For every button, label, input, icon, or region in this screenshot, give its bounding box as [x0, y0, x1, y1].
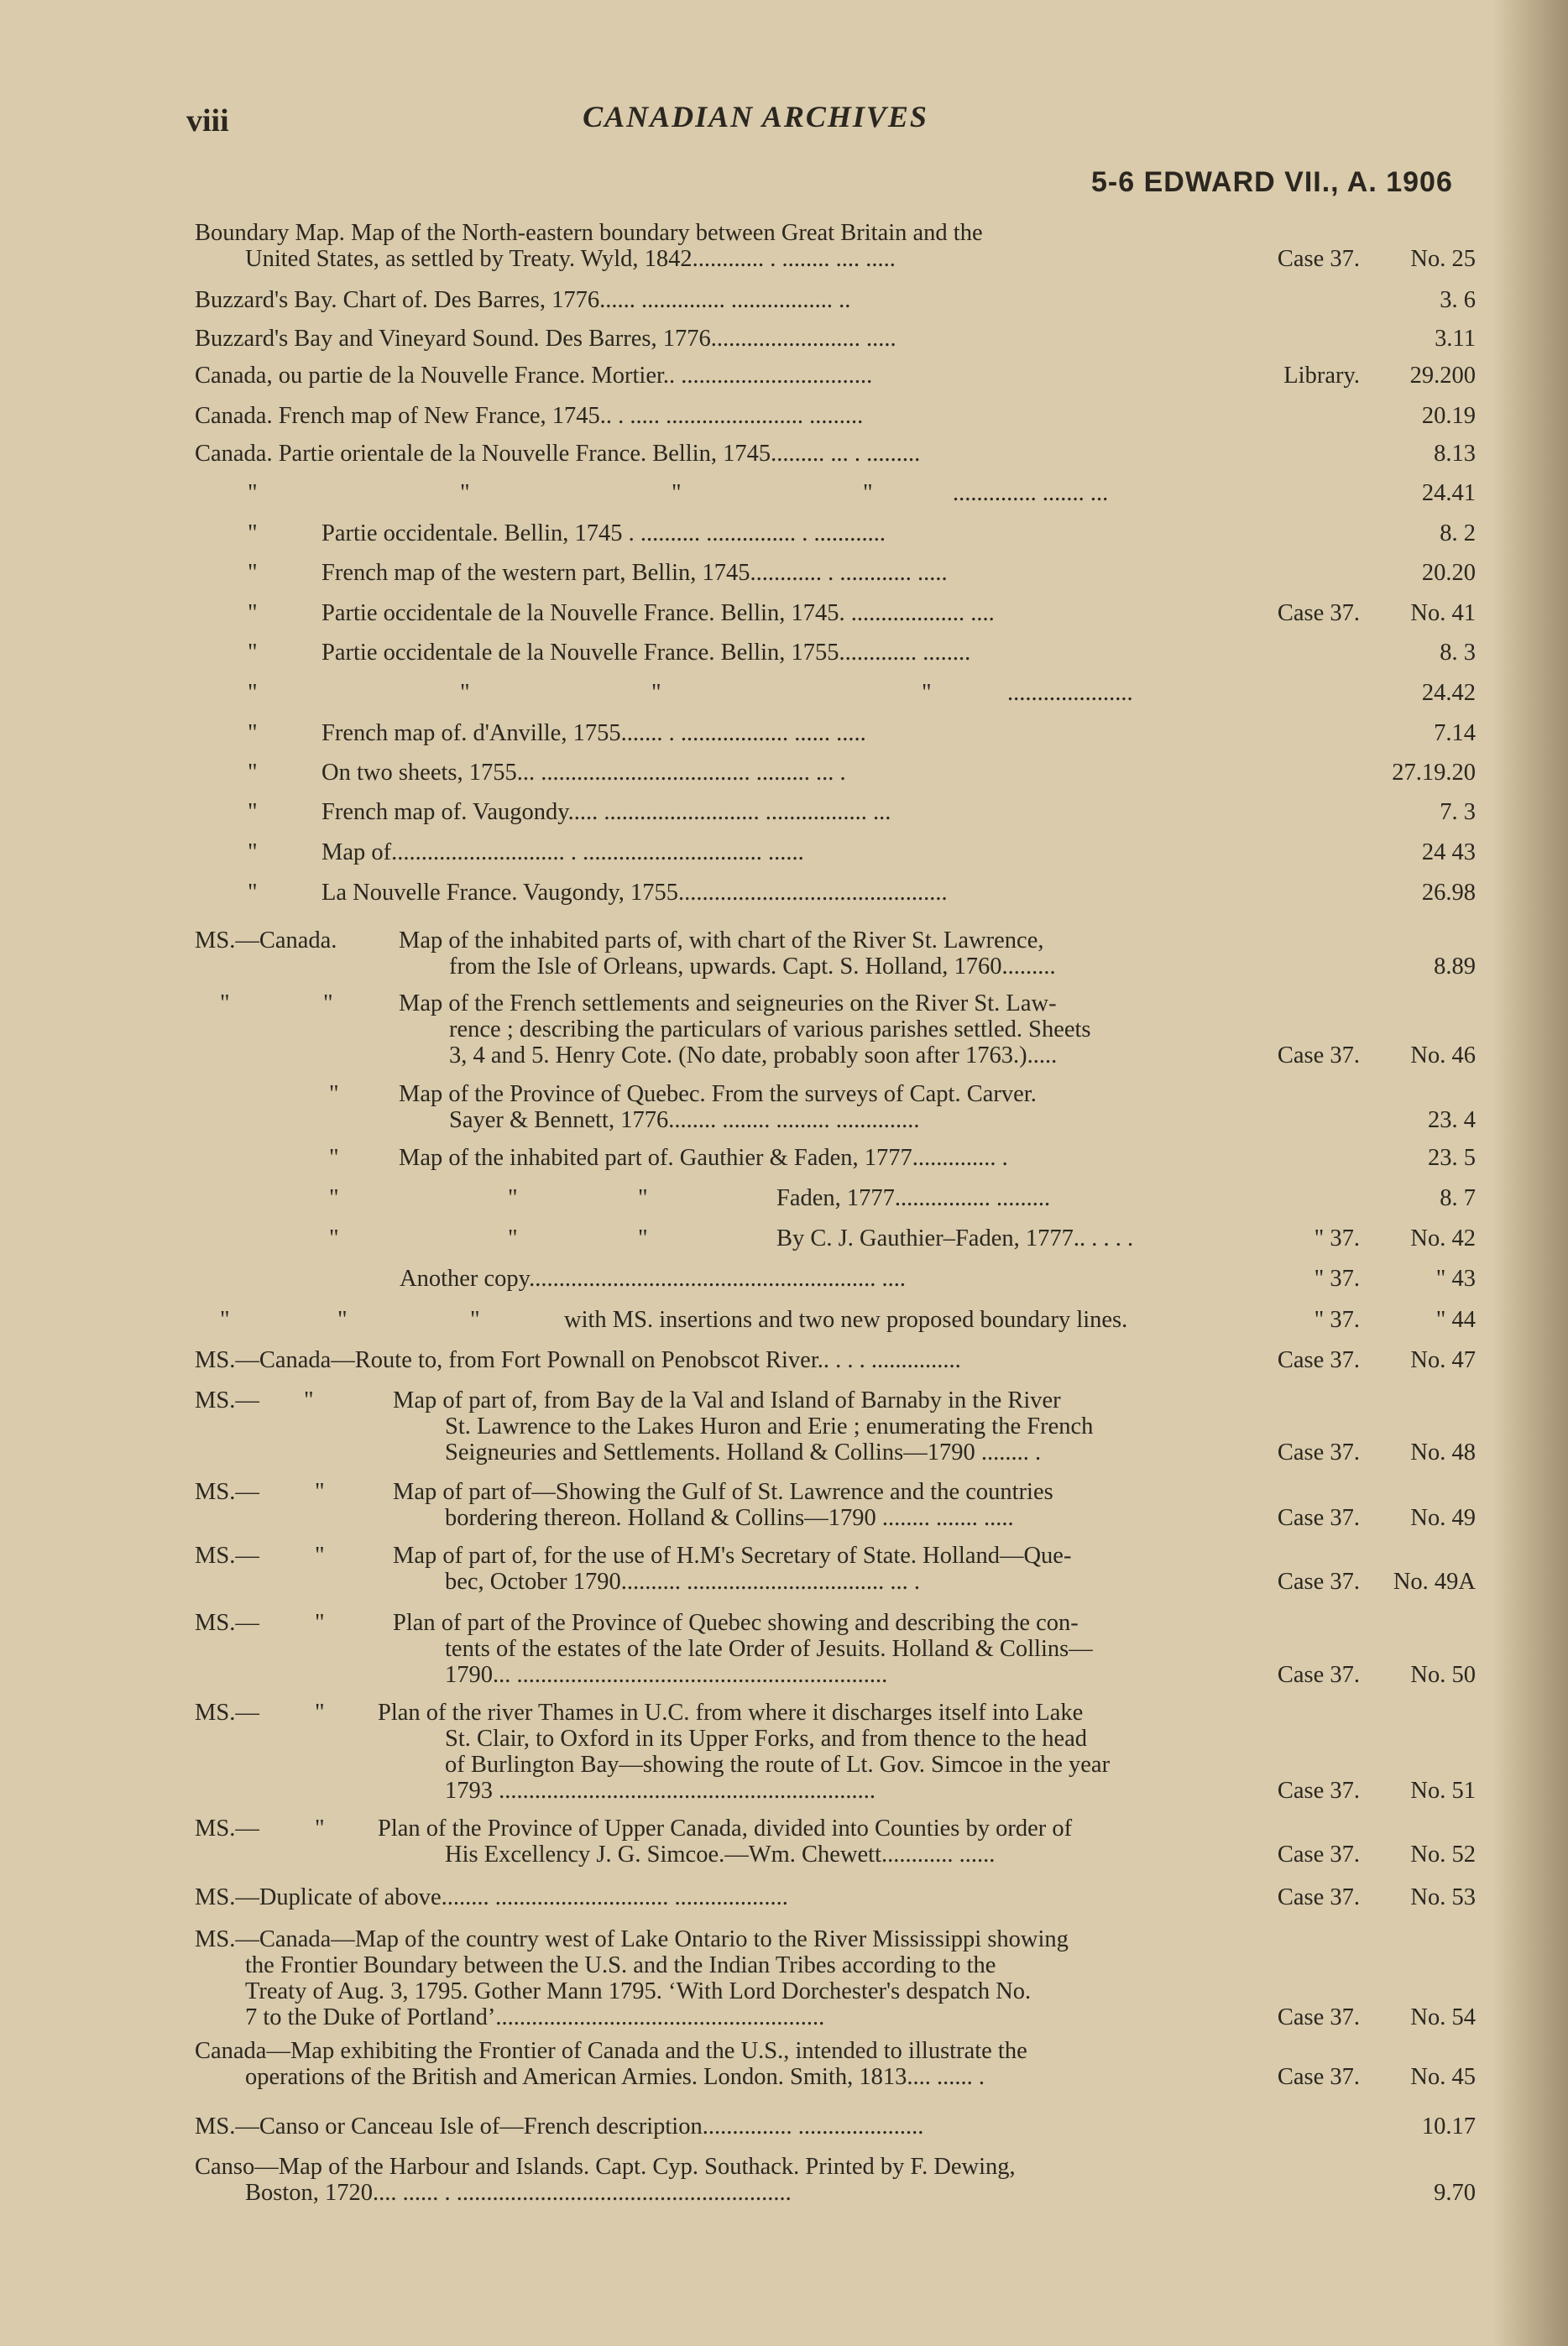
reference-number: 8. 3 [1440, 640, 1476, 666]
reference-number: No. 51 [1410, 1778, 1476, 1804]
entry-text-line: Plan of the river Thames in U.C. from where it discharges itself into Lake [378, 1700, 1084, 1726]
entry-label: " [248, 600, 258, 626]
entry-text-line: Map of part of, for the use of H.M's Secretary of State. Holland—Que- [393, 1543, 1072, 1569]
reference-number: 23. 5 [1428, 1145, 1476, 1171]
reference-number: 23. 4 [1428, 1107, 1476, 1133]
entry-label: " [651, 680, 661, 706]
entry-text-line: Sayer & Bennett, 1776........ ........ ......... .............. [449, 1107, 920, 1133]
entry-label: " [460, 480, 470, 506]
reference-number: 20.19 [1421, 403, 1476, 429]
entry-text-line: of Burlington Bay—showing the route of Lt. Gov. Simcoe in the year [445, 1752, 1111, 1778]
entry-label: MS.— [195, 1610, 259, 1636]
entry-label: MS.— [195, 1543, 259, 1569]
entry-text-line: By C. J. Gauthier–Faden, 1777.. . . . . [776, 1225, 1134, 1251]
entry-label: " [248, 760, 258, 786]
entry-text-line: tents of the estates of the late Order of Jesuits. Holland & Collins— [445, 1636, 1093, 1662]
entry-label: MS.— [195, 1816, 259, 1842]
entry-label: " [304, 1387, 314, 1413]
entry-label: " [248, 880, 258, 906]
entry-text-line: the Frontier Boundary between the U.S. and the Indian Tribes according to the [245, 1952, 996, 1978]
entry-label: " [329, 1081, 339, 1107]
reference-number: No. 53 [1410, 1884, 1476, 1910]
entry-label: " [315, 1700, 325, 1726]
reference-number: No. 50 [1410, 1662, 1476, 1688]
entry-text-line: 1790... .............................................................. [445, 1662, 888, 1688]
entry-text-line: Canada, ou partie de la Nouvelle France. Mortier.. ................................ [195, 363, 873, 389]
entry-text-line: bordering thereon. Holland & Collins—1790 ........ ....... ..... [445, 1505, 1014, 1531]
reference-number: 27.19.20 [1392, 760, 1476, 786]
entry-text-line: French map of. d'Anville, 1755....... . .................. ...... ..... [321, 720, 866, 746]
reference-number: No. 52 [1410, 1842, 1476, 1868]
reference-number: 29.200 [1409, 363, 1476, 389]
entry-label: " [315, 1816, 325, 1842]
case-location: Case 37. [1277, 1042, 1360, 1069]
entry-text-line: Canada—Map exhibiting the Frontier of Canada and the U.S., intended to illustrate the [195, 2038, 1027, 2064]
entry-text-line: Map of............................. . .............................. ...... [321, 839, 804, 865]
entry-text-line: Canada. French map of New France, 1745.. . ..... ....................... ......... [195, 403, 864, 429]
reference-number: 3. 6 [1440, 287, 1476, 313]
entry-label: " [638, 1225, 648, 1251]
reference-number: 20.20 [1421, 560, 1476, 586]
case-location: Case 37. [1277, 1778, 1360, 1804]
case-location: Case 37. [1277, 246, 1360, 272]
case-location: Case 37. [1277, 1662, 1360, 1688]
reference-number: No. 25 [1410, 246, 1476, 272]
reference-number: 10.17 [1421, 2113, 1476, 2140]
entry-text-line: Another copy.......................................................... .... [400, 1266, 906, 1292]
reference-number: 26.98 [1421, 880, 1476, 906]
entry-label: " [248, 520, 258, 546]
reference-number: 7. 3 [1440, 799, 1476, 825]
running-head: CANADIAN ARCHIVES [583, 100, 928, 133]
entry-label: " [248, 839, 258, 865]
case-location: Case 37. [1277, 2064, 1360, 2090]
reference-number: No. 46 [1410, 1042, 1476, 1069]
case-location: " 37. [1314, 1266, 1360, 1292]
entry-text-line: Seigneuries and Settlements. Holland & Collins—1790 ........ . [445, 1439, 1042, 1466]
entry-text-line: MS.—Duplicate of above........ ............................. ................... [195, 1884, 788, 1910]
case-location: Case 37. [1277, 1505, 1360, 1531]
reference-number: 24 43 [1421, 839, 1476, 865]
reference-number: No. 41 [1410, 600, 1476, 626]
reference-number: No. 49A [1393, 1569, 1476, 1595]
reference-number: 8. 7 [1440, 1185, 1476, 1211]
entry-text-line: Map of the Province of Quebec. From the surveys of Capt. Carver. [399, 1081, 1037, 1107]
entry-text-line: Map of part of, from Bay de la Val and Island of Barnaby in the River [393, 1387, 1061, 1413]
entry-text-line: Faden, 1777................ ......... [776, 1185, 1051, 1211]
entry-label: " [863, 480, 873, 506]
entry-text-line: 1793 ............................................................... [445, 1778, 875, 1804]
entry-text-line: Partie occidentale de la Nouvelle France. Bellin, 1745. ................... .... [321, 600, 995, 626]
entry-text-line: His Excellency J. G. Simcoe.—Wm. Chewett............ ...... [445, 1842, 996, 1868]
case-location: Case 37. [1277, 1842, 1360, 1868]
entry-text-line: Buzzard's Bay and Vineyard Sound. Des Barres, 1776......................... ..... [195, 326, 896, 352]
entry-text-line: Boundary Map. Map of the North-eastern boundary between Great Britain and the [195, 220, 983, 246]
entry-text-line: Canso—Map of the Harbour and Islands. Capt. Cyp. Southack. Printed by F. Dewing, [195, 2154, 1016, 2180]
entry-text-line: operations of the British and American Armies. London. Smith, 1813.... ...... . [245, 2064, 985, 2090]
entry-text-line: United States, as settled by Treaty. Wyld, 1842............ . ........ .... ..... [245, 246, 896, 272]
entry-label: " [672, 480, 682, 506]
entry-label: " [638, 1185, 648, 1211]
reference-number: No. 49 [1410, 1505, 1476, 1531]
entry-label: MS.—Canada. [195, 927, 337, 954]
case-location: Case 37. [1277, 600, 1360, 626]
reference-number: 7.14 [1434, 720, 1476, 746]
entry-text-line: Treaty of Aug. 3, 1795. Gother Mann 1795. ‘With Lord Dorchester's despatch No. [245, 1978, 1032, 2004]
reference-number: " 43 [1435, 1266, 1476, 1292]
entry-text-line: MS.—Canada—Route to, from Fort Pownall on Penobscot River.. . . . ............... [195, 1347, 961, 1373]
reference-number: 24.42 [1421, 680, 1476, 706]
entry-text-line: 3, 4 and 5. Henry Cote. (No date, probably soon after 1763.)..... [449, 1042, 1058, 1069]
entry-label: " [329, 1185, 339, 1211]
case-location: " 37. [1314, 1307, 1360, 1333]
case-location: Case 37. [1277, 2004, 1360, 2030]
entry-label: " [508, 1225, 518, 1251]
reference-number: 3.11 [1435, 326, 1476, 352]
case-location: Case 37. [1277, 1569, 1360, 1595]
case-location: " 37. [1314, 1225, 1360, 1251]
entry-text-line: MS.—Canso or Canceau Isle of—French description............... ..................... [195, 2113, 924, 2140]
entry-text-line: Plan of the Province of Upper Canada, divided into Counties by order of [378, 1816, 1073, 1842]
entry-label: " [248, 720, 258, 746]
entry-text-line: 7 to the Duke of Portland’....................................................... [245, 2004, 825, 2030]
entry-text-line: French map of the western part, Bellin, 1745............ . ............ ..... [321, 560, 948, 586]
entry-text-line: Map of the French settlements and seigneuries on the River St. Law- [399, 990, 1057, 1016]
entry-text-line: La Nouvelle France. Vaugondy, 1755............................................. [321, 880, 948, 906]
entry-text-line: Partie occidentale. Bellin, 1745 . .......... ............... . ............ [321, 520, 886, 546]
reference-number: No. 54 [1410, 2004, 1476, 2030]
entry-label: " [248, 799, 258, 825]
entry-label: MS.— [195, 1700, 259, 1726]
entry-label: " [323, 990, 333, 1016]
page-number: viii [186, 103, 229, 138]
page-edge-shadow [1492, 0, 1568, 2346]
entry-text-line: Map of the inhabited part of. Gauthier & Faden, 1777.............. . [399, 1145, 1008, 1171]
entry-text-line: MS.—Canada—Map of the country west of Lake Ontario to the River Mississippi showing [195, 1926, 1069, 1952]
reference-number: No. 42 [1410, 1225, 1476, 1251]
entry-text-line: Map of the inhabited parts of, with chart of the River St. Lawrence, [399, 927, 1044, 954]
entry-label: " [248, 640, 258, 666]
reference-number: 8. 2 [1440, 520, 1476, 546]
reference-number: 8.89 [1434, 954, 1476, 980]
entry-text-line: from the Isle of Orleans, upwards. Capt. S. Holland, 1760......... [449, 954, 1056, 980]
entry-text-line: St. Lawrence to the Lakes Huron and Erie ; enumerating the French [445, 1413, 1094, 1439]
reference-number: No. 47 [1410, 1347, 1476, 1373]
reference-number: 8.13 [1434, 441, 1476, 467]
case-location: Library. [1283, 363, 1360, 389]
entry-label: " [315, 1479, 325, 1505]
entry-text-line: ..................... [1007, 680, 1133, 706]
entry-label: " [460, 680, 470, 706]
reference-number: " 44 [1435, 1307, 1476, 1333]
entry-text-line: French map of. Vaugondy..... .......................... ................. ... [321, 799, 891, 825]
entry-text-line: St. Clair, to Oxford in its Upper Forks, and from thence to the head [445, 1726, 1088, 1752]
case-location: Case 37. [1277, 1439, 1360, 1466]
entry-text-line: Canada. Partie orientale de la Nouvelle France. Bellin, 1745......... ... . ......... [195, 441, 921, 467]
entry-label: " [248, 560, 258, 586]
entry-label: " [508, 1185, 518, 1211]
entry-label: " [329, 1145, 339, 1171]
reference-number: 9.70 [1434, 2180, 1476, 2206]
entry-text-line: Map of part of—Showing the Gulf of St. Lawrence and the countries [393, 1479, 1053, 1505]
entry-text-line: Partie occidentale de la Nouvelle France. Bellin, 1755............. ........ [321, 640, 971, 666]
entry-text-line: Buzzard's Bay. Chart of. Des Barres, 1776...... .............. ................. .. [195, 287, 851, 313]
reference-number: No. 48 [1410, 1439, 1476, 1466]
entry-label: " [922, 680, 932, 706]
entry-text-line: with MS. insertions and two new proposed boundary lines. [564, 1307, 1128, 1333]
case-location: Case 37. [1277, 1884, 1360, 1910]
entry-label: MS.— [195, 1387, 259, 1413]
session-heading: 5-6 EDWARD VII., A. 1906 [1091, 166, 1453, 198]
entry-text-line: Boston, 1720.... ...... . ........................................................ [245, 2180, 792, 2206]
entry-label: " [248, 680, 258, 706]
reference-number: 24.41 [1421, 480, 1476, 506]
entry-label: " [315, 1543, 325, 1569]
entry-label: " [337, 1307, 348, 1333]
entry-label: " [329, 1225, 339, 1251]
entry-text-line: On two sheets, 1755... ................................... ......... ... . [321, 760, 846, 786]
reference-number: No. 45 [1410, 2064, 1476, 2090]
entry-label: " [220, 990, 230, 1016]
entry-label: " [315, 1610, 325, 1636]
entry-text-line: .............. ....... ... [953, 480, 1109, 506]
entry-text-line: rence ; describing the particulars of various parishes settled. Sheets [449, 1016, 1091, 1042]
entry-label: MS.— [195, 1479, 259, 1505]
entry-label: " [248, 480, 258, 506]
entry-label: " [470, 1307, 480, 1333]
case-location: Case 37. [1277, 1347, 1360, 1373]
entry-text-line: Plan of part of the Province of Quebec showing and describing the con- [393, 1610, 1079, 1636]
entry-label: " [220, 1307, 230, 1333]
entry-text-line: bec, October 1790.......... ................................. ... . [445, 1569, 920, 1595]
